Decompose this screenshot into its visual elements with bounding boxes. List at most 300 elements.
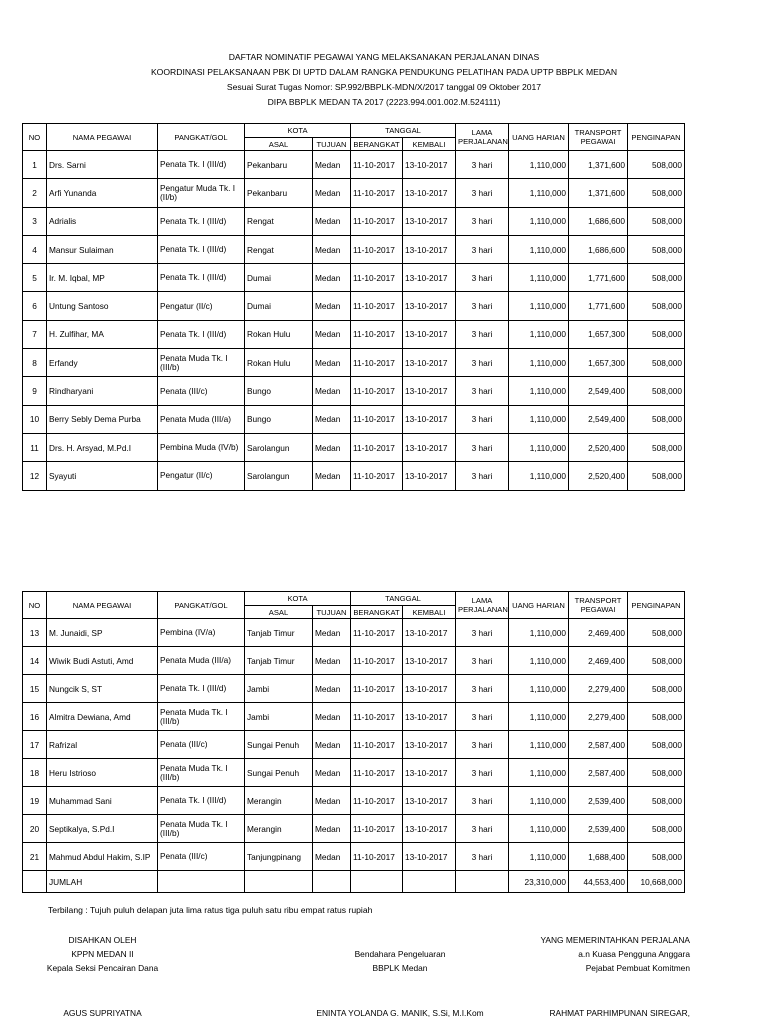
table-row [23,647,685,675]
cell-penginapan: 508,000 [628,349,685,377]
cell-nama: Wiwik Budi Astuti, Amd [47,647,158,675]
cell-tujuan: Medan [313,151,351,179]
col-header-kembali: KEMBALI [403,138,456,151]
cell-uang: 1,110,000 [509,179,569,207]
cell-pangkat: Pembina (IV/a) [158,619,245,647]
empty-cell [158,871,245,893]
cell-asal: Rengat [245,207,313,235]
cell-kembali: 13-10-2017 [403,151,456,179]
cell-nama: H. Zulfihar, MA [47,320,158,348]
cell-kembali: 13-10-2017 [403,787,456,815]
cell-kembali: 13-10-2017 [403,647,456,675]
cell-penginapan: 508,000 [628,433,685,461]
document-header [0,50,768,110]
cell-kembali: 13-10-2017 [403,703,456,731]
cell-uang: 1,110,000 [509,731,569,759]
cell-kembali: 13-10-2017 [403,675,456,703]
cell-kembali: 13-10-2017 [403,377,456,405]
cell-lama: 3 hari [456,703,509,731]
cell-no: 16 [23,703,47,731]
cell-nama: Almitra Dewiana, Amd [47,703,158,731]
cell-uang: 1,110,000 [509,619,569,647]
cell-no: 3 [23,207,47,235]
cell-berangkat: 11-10-2017 [351,462,403,490]
cell-uang: 1,110,000 [509,647,569,675]
table-row [23,377,685,405]
cell-transport: 2,279,400 [569,675,628,703]
cell-lama: 3 hari [456,207,509,235]
table-row [23,675,685,703]
cell-berangkat: 11-10-2017 [351,207,403,235]
cell-tujuan: Medan [313,815,351,843]
cell-lama: 3 hari [456,349,509,377]
cell-kembali: 13-10-2017 [403,815,456,843]
cell-pangkat: Pembina Muda (IV/b) [158,433,245,461]
table-row [23,320,685,348]
cell-tujuan: Medan [313,207,351,235]
cell-berangkat: 11-10-2017 [351,647,403,675]
cell-no: 2 [23,179,47,207]
total-penginapan: 10,668,000 [628,871,685,893]
cell-pangkat: Penata Tk. I (III/d) [158,235,245,263]
cell-uang: 1,110,000 [509,264,569,292]
cell-no: 17 [23,731,47,759]
cell-pangkat: Penata (III/c) [158,377,245,405]
cell-berangkat: 11-10-2017 [351,377,403,405]
cell-asal: Rengat [245,235,313,263]
total-uang: 23,310,000 [509,871,569,893]
cell-lama: 3 hari [456,377,509,405]
cell-asal: Sungai Penuh [245,731,313,759]
title-line-4: DIPA BBPLK MEDAN TA 2017 (2223.994.001.002.M.524111) [267,97,501,107]
cell-no: 5 [23,264,47,292]
cell-kembali: 13-10-2017 [403,264,456,292]
cell-berangkat: 11-10-2017 [351,433,403,461]
cell-penginapan: 508,000 [628,759,685,787]
cell-penginapan: 508,000 [628,731,685,759]
table-row [23,292,685,320]
cell-no: 18 [23,759,47,787]
cell-nama: Muhammad Sani [47,787,158,815]
cell-lama: 3 hari [456,815,509,843]
empty-cell [313,871,351,893]
cell-nama: Mansur Sulaiman [47,235,158,263]
col-header-nama: NAMA PEGAWAI [47,592,158,619]
cell-penginapan: 508,000 [628,235,685,263]
table-row [23,815,685,843]
cell-berangkat: 11-10-2017 [351,320,403,348]
employee-table-2 [22,591,685,893]
cell-asal: Bungo [245,405,313,433]
cell-uang: 1,110,000 [509,703,569,731]
cell-kembali: 13-10-2017 [403,207,456,235]
col-header-kembali: KEMBALI [403,606,456,619]
col-header-uang: UANG HARIAN [509,124,569,151]
total-row [23,871,685,893]
cell-tujuan: Medan [313,843,351,871]
cell-penginapan: 508,000 [628,292,685,320]
table-row [23,787,685,815]
cell-berangkat: 11-10-2017 [351,815,403,843]
cell-penginapan: 508,000 [628,703,685,731]
cell-pangkat: Penata (III/c) [158,731,245,759]
col-header-transport: TRANSPORT PEGAWAI [569,124,628,151]
cell-nama: Arfi Yunanda [47,179,158,207]
cell-berangkat: 11-10-2017 [351,843,403,871]
cell-asal: Tanjab Timur [245,647,313,675]
col-header-asal: ASAL [245,138,313,151]
cell-asal: Rokan Hulu [245,349,313,377]
cell-pangkat: Penata Tk. I (III/d) [158,675,245,703]
cell-berangkat: 11-10-2017 [351,264,403,292]
cell-uang: 1,110,000 [509,787,569,815]
signature-block-middle [330,947,470,975]
table-row [23,759,685,787]
col-header-kota: KOTA [245,124,351,138]
title-line-1: DAFTAR NOMINATIF PEGAWAI YANG MELAKSANAKAN PERJALANAN DINAS [228,52,540,62]
cell-kembali: 13-10-2017 [403,731,456,759]
cell-kembali: 13-10-2017 [403,619,456,647]
empty-cell [245,871,313,893]
cell-nama: M. Junaidi, SP [47,619,158,647]
cell-transport: 2,469,400 [569,647,628,675]
cell-pangkat: Penata Tk. I (III/d) [158,787,245,815]
cell-transport: 2,549,400 [569,405,628,433]
cell-asal: Sarolangun [245,462,313,490]
cell-lama: 3 hari [456,292,509,320]
cell-lama: 3 hari [456,264,509,292]
total-label: JUMLAH [47,871,158,893]
cell-transport: 2,587,400 [569,759,628,787]
cell-transport: 2,469,400 [569,619,628,647]
cell-transport: 2,520,400 [569,462,628,490]
cell-kembali: 13-10-2017 [403,179,456,207]
cell-pangkat: Penata Tk. I (III/d) [158,207,245,235]
cell-tujuan: Medan [313,462,351,490]
cell-penginapan: 508,000 [628,207,685,235]
signature-block-right [530,933,690,975]
cell-uang: 1,110,000 [509,815,569,843]
cell-uang: 1,110,000 [509,405,569,433]
cell-lama: 3 hari [456,320,509,348]
cell-uang: 1,110,000 [509,377,569,405]
cell-pangkat: Penata Tk. I (III/d) [158,320,245,348]
cell-nama: Rindharyani [47,377,158,405]
cell-asal: Jambi [245,675,313,703]
table-row [23,151,685,179]
cell-no: 13 [23,619,47,647]
table-row [23,405,685,433]
cell-asal: Merangin [245,787,313,815]
cell-lama: 3 hari [456,731,509,759]
cell-penginapan: 508,000 [628,377,685,405]
cell-lama: 3 hari [456,787,509,815]
cell-penginapan: 508,000 [628,462,685,490]
cell-berangkat: 11-10-2017 [351,759,403,787]
cell-transport: 1,771,600 [569,264,628,292]
cell-pangkat: Pengatur (II/c) [158,292,245,320]
col-header-berangkat: BERANGKAT [351,606,403,619]
cell-nama: Rafrizal [47,731,158,759]
total-no-cell [23,871,47,893]
cell-asal: Pekanbaru [245,151,313,179]
col-header-pangkat: PANGKAT/GOL [158,592,245,619]
cell-lama: 3 hari [456,433,509,461]
cell-pangkat: Penata Muda Tk. I (III/b) [158,349,245,377]
cell-lama: 3 hari [456,179,509,207]
cell-uang: 1,110,000 [509,235,569,263]
col-header-tanggal: TANGGAL [351,592,456,606]
sig-left-line1: DISAHKAN OLEH [68,935,137,945]
cell-uang: 1,110,000 [509,349,569,377]
cell-tujuan: Medan [313,731,351,759]
empty-cell [456,871,509,893]
col-header-tujuan: TUJUAN [313,138,351,151]
cell-transport: 2,587,400 [569,731,628,759]
cell-no: 7 [23,320,47,348]
cell-asal: Merangin [245,815,313,843]
cell-nama: Drs. Sarni [47,151,158,179]
cell-berangkat: 11-10-2017 [351,151,403,179]
table-row [23,462,685,490]
cell-penginapan: 508,000 [628,787,685,815]
cell-no: 14 [23,647,47,675]
col-header-lama: LAMA PERJALANAN [456,592,509,619]
cell-uang: 1,110,000 [509,151,569,179]
cell-nama: Adrialis [47,207,158,235]
title-line-2: KOORDINASI PELAKSANAAN PBK DI UPTD DALAM RANGKA PENDUKUNG PELATIHAN PADA UPTP BBPLK MEDAN [150,67,618,77]
cell-pangkat: Penata Muda (III/a) [158,405,245,433]
col-header-uang: UANG HARIAN [509,592,569,619]
cell-lama: 3 hari [456,405,509,433]
signature-block-left [40,933,165,975]
cell-transport: 1,688,400 [569,843,628,871]
cell-no: 11 [23,433,47,461]
sig-left-name: AGUS SUPRIYATNA [63,1008,142,1018]
cell-nama: Erfandy [47,349,158,377]
cell-no: 6 [23,292,47,320]
col-header-kota: KOTA [245,592,351,606]
cell-transport: 1,686,600 [569,207,628,235]
sig-right-line3: Pejabat Pembuat Komitmen [585,963,690,973]
cell-pangkat: Pengatur (II/c) [158,462,245,490]
cell-nama: Mahmud Abdul Hakim, S.IP [47,843,158,871]
sig-left-line3: Kepala Seksi Pencairan Dana [46,963,159,973]
cell-pangkat: Penata Tk. I (III/d) [158,264,245,292]
cell-berangkat: 11-10-2017 [351,179,403,207]
cell-nama: Ir. M. Iqbal, MP [47,264,158,292]
cell-uang: 1,110,000 [509,843,569,871]
sig-middle-line1: Bendahara Pengeluaran [354,949,446,959]
cell-asal: Dumai [245,264,313,292]
cell-tujuan: Medan [313,320,351,348]
table-row [23,264,685,292]
col-header-no: NO [23,124,47,151]
cell-pangkat: Penata Muda Tk. I (III/b) [158,815,245,843]
cell-no: 10 [23,405,47,433]
cell-nama: Septikalya, S.Pd.I [47,815,158,843]
cell-transport: 2,520,400 [569,433,628,461]
cell-pangkat: Penata Muda Tk. I (III/b) [158,703,245,731]
cell-tujuan: Medan [313,292,351,320]
cell-penginapan: 508,000 [628,815,685,843]
cell-penginapan: 508,000 [628,843,685,871]
cell-uang: 1,110,000 [509,292,569,320]
cell-kembali: 13-10-2017 [403,405,456,433]
cell-lama: 3 hari [456,647,509,675]
cell-transport: 1,686,600 [569,235,628,263]
cell-berangkat: 11-10-2017 [351,675,403,703]
cell-pangkat: Penata Muda Tk. I (III/b) [158,759,245,787]
cell-uang: 1,110,000 [509,433,569,461]
cell-penginapan: 508,000 [628,179,685,207]
cell-pangkat: Penata Tk. I (III/d) [158,151,245,179]
cell-kembali: 13-10-2017 [403,843,456,871]
cell-berangkat: 11-10-2017 [351,349,403,377]
cell-uang: 1,110,000 [509,320,569,348]
cell-lama: 3 hari [456,235,509,263]
cell-transport: 2,279,400 [569,703,628,731]
table-row [23,349,685,377]
cell-penginapan: 508,000 [628,675,685,703]
cell-asal: Dumai [245,292,313,320]
cell-asal: Sarolangun [245,433,313,461]
cell-pangkat: Pengatur Muda Tk. I (II/b) [158,179,245,207]
cell-penginapan: 508,000 [628,647,685,675]
table-row [23,235,685,263]
col-header-penginapan: PENGINAPAN [628,124,685,151]
cell-kembali: 13-10-2017 [403,462,456,490]
cell-transport: 1,771,600 [569,292,628,320]
cell-kembali: 13-10-2017 [403,759,456,787]
cell-lama: 3 hari [456,462,509,490]
col-header-lama: LAMA PERJALANAN [456,124,509,151]
cell-lama: 3 hari [456,759,509,787]
col-header-nama: NAMA PEGAWAI [47,124,158,151]
cell-tujuan: Medan [313,349,351,377]
cell-no: 12 [23,462,47,490]
cell-tujuan: Medan [313,264,351,292]
cell-tujuan: Medan [313,647,351,675]
cell-penginapan: 508,000 [628,405,685,433]
cell-tujuan: Medan [313,759,351,787]
cell-uang: 1,110,000 [509,759,569,787]
cell-tujuan: Medan [313,787,351,815]
cell-kembali: 13-10-2017 [403,320,456,348]
cell-penginapan: 508,000 [628,264,685,292]
cell-kembali: 13-10-2017 [403,235,456,263]
cell-tujuan: Medan [313,179,351,207]
cell-lama: 3 hari [456,843,509,871]
cell-uang: 1,110,000 [509,462,569,490]
cell-asal: Tanjab Timur [245,619,313,647]
terbilang-text: Terbilang : Tujuh puluh delapan juta lima ratus tiga puluh satu ribu empat ratus rupiah [48,905,373,915]
cell-transport: 1,371,600 [569,151,628,179]
total-transport: 44,553,400 [569,871,628,893]
cell-asal: Tanjungpinang [245,843,313,871]
title-line-3: Sesuai Surat Tugas Nomor: SP.992/BBPLK-MDN/X/2017 tanggal 09 Oktober 2017 [226,82,542,92]
cell-lama: 3 hari [456,619,509,647]
cell-tujuan: Medan [313,377,351,405]
cell-transport: 2,549,400 [569,377,628,405]
cell-transport: 1,657,300 [569,320,628,348]
cell-asal: Jambi [245,703,313,731]
cell-no: 15 [23,675,47,703]
cell-tujuan: Medan [313,703,351,731]
cell-kembali: 13-10-2017 [403,433,456,461]
table-row [23,433,685,461]
cell-lama: 3 hari [456,675,509,703]
col-header-penginapan: PENGINAPAN [628,592,685,619]
cell-nama: Untung Santoso [47,292,158,320]
cell-no: 9 [23,377,47,405]
cell-berangkat: 11-10-2017 [351,703,403,731]
sig-right-line2: a.n Kuasa Pengguna Anggara [578,949,690,959]
cell-kembali: 13-10-2017 [403,292,456,320]
cell-no: 19 [23,787,47,815]
table-row [23,179,685,207]
cell-tujuan: Medan [313,405,351,433]
cell-pangkat: Penata Muda (III/a) [158,647,245,675]
cell-nama: Berry Sebly Dema Purba [47,405,158,433]
cell-penginapan: 508,000 [628,619,685,647]
col-header-berangkat: BERANGKAT [351,138,403,151]
cell-berangkat: 11-10-2017 [351,619,403,647]
cell-berangkat: 11-10-2017 [351,235,403,263]
cell-no: 21 [23,843,47,871]
col-header-no: NO [23,592,47,619]
cell-no: 8 [23,349,47,377]
employee-table-1 [22,123,685,491]
table-row [23,619,685,647]
cell-transport: 2,539,400 [569,787,628,815]
table-row [23,731,685,759]
col-header-pangkat: PANGKAT/GOL [158,124,245,151]
empty-cell [351,871,403,893]
table-row [23,207,685,235]
cell-kembali: 13-10-2017 [403,349,456,377]
cell-penginapan: 508,000 [628,151,685,179]
cell-pangkat: Penata (III/c) [158,843,245,871]
cell-uang: 1,110,000 [509,675,569,703]
cell-transport: 1,371,600 [569,179,628,207]
cell-uang: 1,110,000 [509,207,569,235]
cell-asal: Pekanbaru [245,179,313,207]
cell-nama: Heru Istrioso [47,759,158,787]
col-header-tujuan: TUJUAN [313,606,351,619]
col-header-tanggal: TANGGAL [351,124,456,138]
sig-middle-name: ENINTA YOLANDA G. MANIK, S.Si, M.I.Kom [316,1008,484,1018]
cell-asal: Bungo [245,377,313,405]
col-header-asal: ASAL [245,606,313,619]
cell-berangkat: 11-10-2017 [351,787,403,815]
cell-nama: Drs. H. Arsyad, M.Pd.I [47,433,158,461]
table-row [23,703,685,731]
cell-berangkat: 11-10-2017 [351,292,403,320]
sig-left-line2: KPPN MEDAN II [71,949,134,959]
cell-transport: 1,657,300 [569,349,628,377]
cell-tujuan: Medan [313,619,351,647]
cell-lama: 3 hari [456,151,509,179]
empty-cell [403,871,456,893]
cell-nama: Nungcik S, ST [47,675,158,703]
cell-asal: Rokan Hulu [245,320,313,348]
col-header-transport: TRANSPORT PEGAWAI [569,592,628,619]
cell-tujuan: Medan [313,675,351,703]
cell-no: 1 [23,151,47,179]
cell-no: 20 [23,815,47,843]
cell-transport: 2,539,400 [569,815,628,843]
